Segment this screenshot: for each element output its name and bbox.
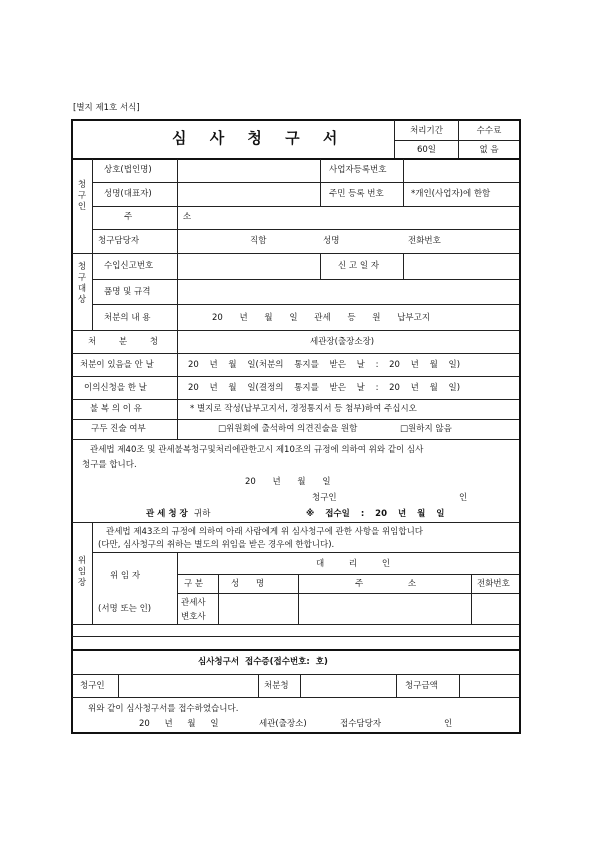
disposition-content-value: 20 년 월 일 관세 등 원 납부고지	[212, 313, 431, 323]
objection-reason-label: 불 복 의 이 유	[90, 404, 142, 414]
receipt-claimant-label: 청구인	[80, 681, 105, 691]
resident-number-label: 주민 등록 번호	[329, 189, 384, 199]
delegation-text-line2: (다만, 심사청구의 취하는 별도의 위임을 받은 경우에 한합니다).	[98, 540, 335, 550]
processing-period-value: 60일	[416, 145, 437, 155]
declaration-date-label: 신 고 일 자	[338, 261, 379, 271]
frame-bottom	[71, 732, 520, 734]
claim-manager-label: 청구담당자	[98, 236, 140, 246]
fee-value: 없 음	[479, 145, 499, 155]
processing-period-label: 처리기간	[410, 126, 443, 136]
declaration-text-line1: 관세법 제40조 및 관세불복청구및처리에관한고시 제10조의 규정에 의하여 위와 같이 심사	[90, 445, 424, 455]
oral-statement-option-no[interactable]: □원하지 않음	[400, 424, 452, 434]
form-title: 심 사 청 구 서	[172, 129, 347, 147]
delegation-text-line1: 관세법 제43조의 규정에 의하여 아래 사람에게 위 심사청구에 관한 사항을 위임합니다	[106, 527, 424, 537]
col-phone-header: 전화번호	[477, 579, 510, 589]
objection-date-label: 이의신청을 한 날	[84, 383, 147, 393]
target-side-label: 청구대상	[77, 262, 87, 305]
address-label: 주 소	[124, 212, 216, 222]
declaration-seal: 인	[459, 493, 468, 503]
delegation-side-label: 위임장	[77, 556, 87, 588]
objection-reason-value: * 별지로 작성(납부고지서, 경정통지서 등 첨부)하여 주십시오	[190, 404, 417, 414]
receipt-office: 세관(출장소)	[259, 719, 307, 729]
objection-date-value: 20 년 월 일(결정의 통지를 받은 날 : 20 년 월 일)	[188, 383, 461, 393]
col-name-header: 성 명	[231, 579, 265, 589]
frame-left	[71, 119, 73, 734]
position-label: 직함	[250, 236, 267, 246]
disposition-content-label: 처분의 내 용	[104, 313, 151, 323]
notice-known-date-label: 처분이 있음을 안 날	[80, 360, 154, 370]
fee-label: 수수료	[476, 126, 502, 136]
col-type-header: 구 분	[184, 579, 204, 589]
receipt-title: 심사청구서 접수증(접수번호: 호)	[198, 657, 328, 667]
col-address-header: 주 소	[355, 579, 417, 589]
type-lawyer: 변호사	[181, 612, 206, 622]
agent-label: 대 리 인	[316, 559, 391, 569]
item-spec-label: 품명 및 규격	[104, 287, 151, 297]
claimant-side-label: 청구인	[77, 180, 87, 212]
form-number-label: [별지 제1호 서식]	[73, 103, 140, 113]
declaration-date: 20 년 월 일	[245, 477, 331, 487]
receipt-date: 20 년 월 일	[139, 719, 219, 729]
oral-statement-label: 구두 진술 여부	[91, 424, 146, 434]
receipt-agency-label: 처분청	[264, 681, 289, 691]
declaration-claimant-label: 청구인	[312, 493, 337, 503]
import-declaration-number-label: 수입신고번호	[104, 261, 154, 271]
disposition-agency-label: 처 분 청	[88, 337, 169, 347]
receipt-seal: 인	[444, 719, 453, 729]
receipt-amount-label: 청구금액	[405, 681, 438, 691]
phone-label: 전화번호	[408, 236, 441, 246]
oral-statement-option-yes[interactable]: □위원회에 출석하여 의견진술을 원함	[218, 424, 358, 434]
receipt-officer-label: 접수담당자	[340, 719, 382, 729]
delegator-label: 위 임 자	[110, 571, 141, 581]
company-name-label: 상호(법인명)	[104, 165, 152, 175]
frame-right	[519, 119, 521, 734]
manager-name-label: 성명	[323, 236, 340, 246]
addressee-suffix: 귀하	[194, 509, 211, 519]
sign-or-seal-label: (서명 또는 인)	[98, 604, 152, 614]
resident-number-note: *개인(사업자)에 한함	[411, 189, 491, 199]
declaration-text-line2: 청구를 합니다.	[82, 460, 137, 470]
addressee: 관 세 청 장	[146, 509, 188, 519]
type-customs-broker: 관세사	[181, 598, 206, 608]
business-reg-number-label: 사업자등록번호	[329, 165, 387, 175]
representative-name-label: 성명(대표자)	[104, 189, 152, 199]
frame-top	[71, 119, 520, 121]
notice-known-date-value: 20 년 월 일(처분의 통지를 받은 날 : 20 년 월 일)	[188, 360, 461, 370]
receipt-text: 위와 같이 심사청구서를 접수하였습니다.	[88, 704, 239, 714]
receipt-date-note: ※ 접수일 : 20 년 월 일	[306, 509, 445, 519]
disposition-agency-value: 세관장(출장소장)	[310, 337, 375, 347]
